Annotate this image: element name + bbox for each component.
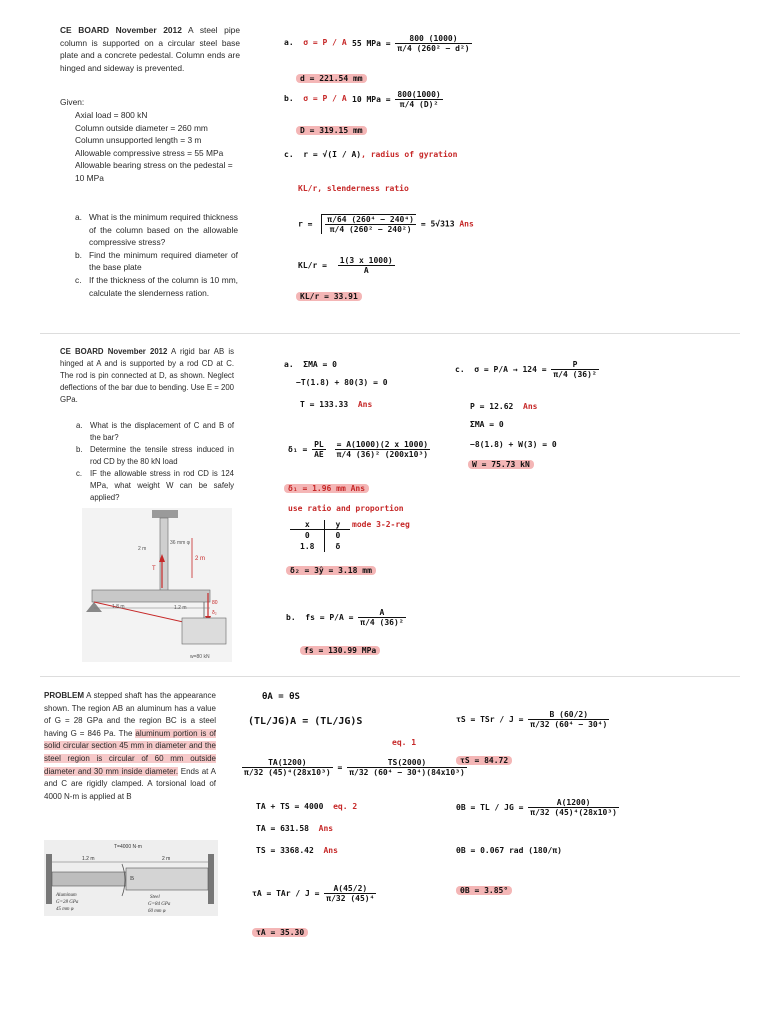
- fig-length-1: 1.8 m: [112, 604, 125, 610]
- problem1-title: CE BOARD November 2012: [60, 25, 182, 35]
- problem2-statement: [60, 346, 234, 406]
- table-row: [290, 530, 350, 542]
- problem3-intro-a: A stepped shaft has the appearance shown. The region AB an aluminum has a value of G = 28 GPa and the region BC is a steel having G = 846 Pa. The: [44, 691, 216, 738]
- sol3-line3: $\frac{TA(1200)}{\text{π/32 (45)⁴(28x10³)}}$ = $\frac{TS(2000)}{\text{π/32 (60⁴ − 30⁴)(84x10³)}}$: [244, 758, 465, 777]
- sol3-r1: τS = TSr / J = $\frac{B (60/2)}{\text{π/32 (60⁴ − 30⁴)}}$: [456, 710, 608, 729]
- answer-weight: W = 75.73 kN: [468, 460, 534, 469]
- answer-c: KL/r = 33.91: [296, 292, 362, 301]
- sol2-c-line3: ΣMA = 0: [470, 420, 504, 429]
- sol-b-substitution: 10 MPa = $\frac{800(1000)}{\text{π/4 (D)²}}$: [352, 90, 441, 109]
- stepped-shaft-figure: [44, 840, 218, 916]
- sol-b-label: b. σ = P / A: [284, 94, 347, 103]
- question-item: c. IF the allowable stress in rod CD is 124 MPa, what weight W can be safely applied?: [76, 469, 234, 502]
- sol2-c-line4: −8(1.8) + W(3) = 0: [470, 440, 557, 449]
- sol2-c-line2: P = 12.62 Ans: [470, 402, 538, 411]
- table-header-x: x: [290, 520, 325, 530]
- given-item: Axial load = 800 kN: [75, 110, 148, 120]
- problem1-questions: [75, 211, 238, 299]
- sol2-delta1-eq: δ₁ = $\frac{PL}{AE}$ $\frac{= A(1000)(2 x 1000)}{\text{π/4 (36)² (200x10³)}}$: [288, 440, 429, 459]
- fig-tension-label: T: [152, 566, 156, 572]
- table-cell: 0: [290, 530, 325, 542]
- fig-point-b: B: [130, 876, 135, 882]
- problem3-title: PROBLEM: [44, 691, 84, 700]
- given-item: Column unsupported length = 3 m: [75, 135, 202, 146]
- radius-of-gyration-eq: r = $\frac{\text{π/64 (260⁴ − 240⁴)}}{\text{π/4 (260² − 240²)}}$ = 5√313 Ans: [298, 215, 474, 234]
- sol-a-label: a. σ = P / A: [284, 38, 347, 47]
- table-cell: 0: [335, 531, 341, 540]
- table-header-row: [290, 520, 350, 530]
- fig-height-red: 2 m: [195, 556, 206, 562]
- answer-tau-s: τS = 84.72: [456, 756, 512, 765]
- eq1-label: eq. 1: [392, 738, 417, 747]
- problem3-highlighted-text: aluminum portion is of solid circular section 45 mm in diameter and the steel region is circular of 60 mm outside diameter and 30 mm inside diameter.: [44, 728, 216, 776]
- fig-weight-label: w=80 kN: [190, 654, 210, 660]
- problem3-intro-b: Ends at A and C are rigidly clamped. A torsional load of 4000 N-m is applied at B: [44, 766, 216, 801]
- fig-delta2: δ₂: [212, 610, 217, 616]
- divider: [40, 333, 740, 334]
- given-list: [75, 109, 240, 185]
- problem2-intro: A rigid bar AB is hinged at A and is supported by a rod CD at C. The rod is pin connected at D, as shown. Neglect deflections of the bar due to bending. Use E = 200 GPa.: [60, 347, 234, 404]
- ratio-table: [290, 520, 350, 552]
- fig-aluminum-label: Aluminum: [56, 893, 77, 898]
- question-item: a. What is the minimum required thickness of the column based on the allowable compressive stress?: [75, 212, 238, 248]
- given-item: Allowable bearing stress on the pedestal = 10 MPa: [75, 160, 233, 183]
- fig-len-aluminum: 1.2 m: [82, 856, 95, 862]
- table-cell: 1.8: [290, 541, 325, 552]
- problem1-intro: A steel pipe column is supported on a circular steel base plate and a concrete pedestal. Column ends are hinged and sideway is prevented.: [60, 25, 240, 73]
- answer-tau-a: τA = 35.30: [252, 928, 308, 937]
- problem1-statement: [60, 24, 240, 74]
- question-item: c. If the thickness of the column is 10 mm, calculate the slenderness ration.: [75, 274, 238, 298]
- sol3-line5: TA = 631.58 Ans: [256, 824, 334, 833]
- sol3-line7: τA = TAr / J = $\frac{A(45/2)}{\text{π/32 (45)⁴}}$: [252, 884, 375, 903]
- fig-steel-g: G=84 GPa: [148, 902, 171, 907]
- sol3-line2: (TL/JG)A = (TL/JG)S: [248, 716, 363, 727]
- given-item: Allowable compressive stress = 55 MPa: [75, 147, 224, 158]
- sol2-a-line1: a. ΣMA = 0: [284, 360, 337, 369]
- question-item: b. Determine the tensile stress induced in rod CD by the 80 kN load: [76, 445, 234, 466]
- divider: [40, 676, 740, 677]
- calc-mode-note: mode 3-2-reg: [352, 520, 410, 529]
- sol2-b-eq: b. fs = P/A = $\frac{A}{\text{π/4 (36)²}}$: [286, 608, 404, 627]
- answer-a: d = 221.54 mm: [296, 74, 367, 83]
- fig-length-2: 1.2 m: [174, 605, 187, 611]
- sol3-line6: TS = 3368.42 Ans: [256, 846, 338, 855]
- fig-steel-d: 60 mm φ: [148, 909, 166, 914]
- sol-a-substitution: 55 MPa = $\frac{800 (1000)}{\text{π/4 (260² − d²)}}$: [352, 34, 470, 53]
- sol3-r4: θB = 0.067 rad (180/π): [456, 846, 562, 855]
- sol2-a-line2: −T(1.8) + 80(3) = 0: [296, 378, 388, 387]
- table-row: [290, 541, 350, 552]
- slenderness-label: KL/r, slenderness ratio: [298, 184, 409, 193]
- answer-theta-b: θB = 3.85°: [456, 886, 512, 895]
- answer-b: D = 319.15 mm: [296, 126, 367, 135]
- answer-stress: fs = 130.99 MPa: [300, 646, 380, 655]
- problem2-title: CE BOARD November 2012: [60, 347, 168, 356]
- fig-load-red: 80: [212, 600, 218, 606]
- sol3-line1: θA = θS: [262, 692, 300, 702]
- problem3-statement: [44, 690, 216, 803]
- slenderness-eq: KL/r = $\frac{1(3 x 1000)}{A}$: [298, 256, 393, 275]
- ratio-note: use ratio and proportion: [288, 504, 404, 513]
- sol3-line4: TA + TS = 4000 eq. 2: [256, 802, 358, 811]
- fig-aluminum-g: G=28 GPa: [56, 900, 79, 905]
- answer-delta1: δ₁ = 1.96 mm Ans: [284, 484, 369, 493]
- answer-delta2: δ₂ = 3ŷ = 3.18 mm: [286, 566, 376, 575]
- fig-steel-label: Steel: [150, 895, 160, 900]
- fig-len-steel: 2 m: [162, 856, 171, 862]
- table-cell: δ: [335, 542, 341, 551]
- given-label: Given:: [60, 97, 85, 107]
- fig-aluminum-d: 45 mm φ: [56, 907, 74, 912]
- fig-diameter: 36 mm φ: [170, 540, 190, 546]
- table-header-y: y: [325, 520, 350, 530]
- problem2-questions: [76, 420, 234, 504]
- question-item: a. What is the displacement of C and B of the bar?: [76, 421, 234, 442]
- sol3-r3: θB = TL / JG = $\frac{A(1200)}{\text{π/32 (45)⁴(28x10³)}}$: [456, 798, 617, 817]
- fig-torque: T=4000 N·m: [114, 844, 142, 850]
- sol2-a-line3: T = 133.33 Ans: [300, 400, 373, 409]
- sol-c-line: c. r = √(I / A), radius of gyration: [284, 150, 458, 159]
- given-item: Column outside diameter = 260 mm: [75, 122, 208, 133]
- rigid-bar-figure: [82, 508, 232, 662]
- question-item: b. Find the minimum required diameter of the base plate: [75, 249, 238, 273]
- sol2-c-eq: c. σ = P/A → 124 = $\frac{P}{\text{π/4 (36)²}}$: [455, 360, 597, 379]
- fig-height: 2 m: [138, 546, 147, 552]
